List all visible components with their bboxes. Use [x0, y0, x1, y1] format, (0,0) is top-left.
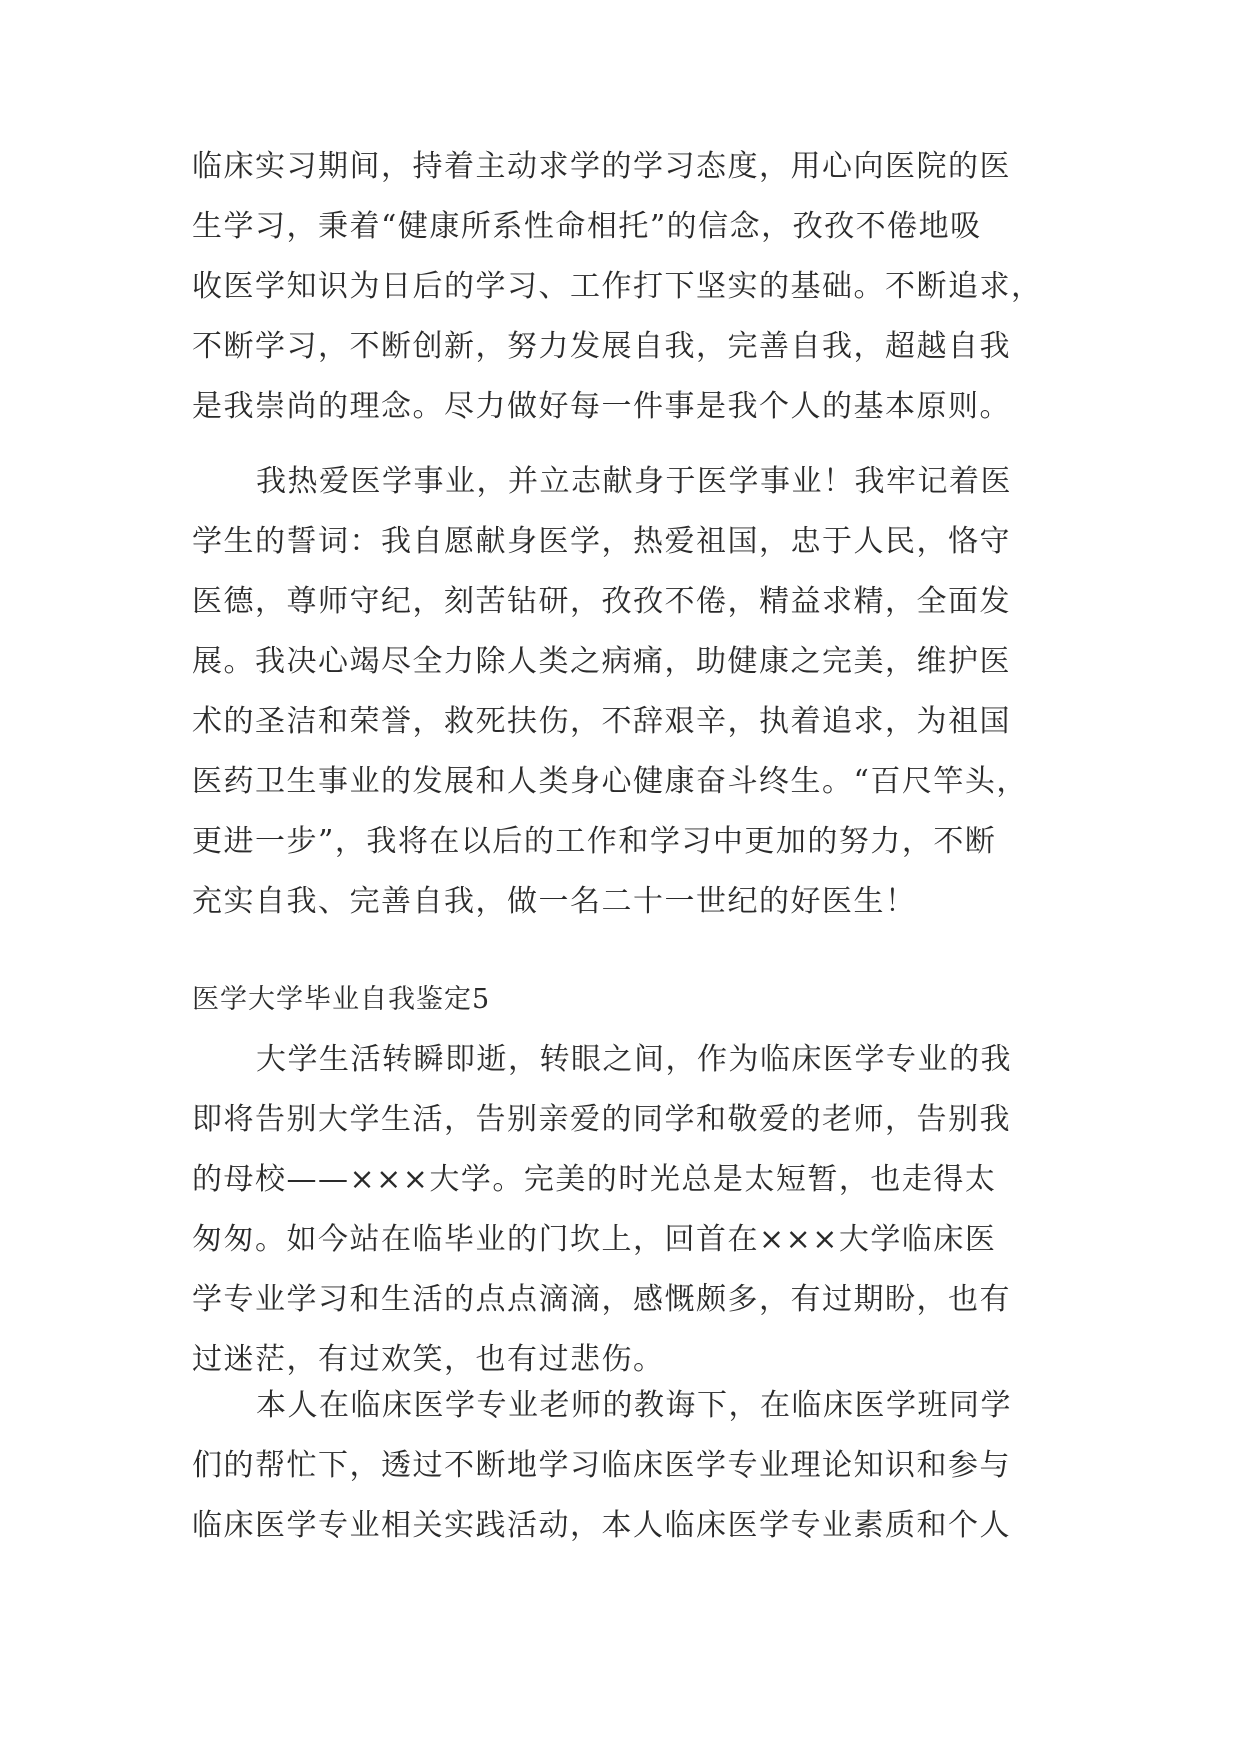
section-title: 医学大学毕业自我鉴定5: [192, 984, 491, 1015]
paragraph-line: 医药卫生事业的发展和人类身心健康奋斗终生。“百尺竿头，: [192, 764, 1028, 799]
paragraph-line: 学专业学习和生活的点点滴滴，感慨颇多，有过期盼，也有: [192, 1282, 1011, 1317]
paragraph-line: 我热爱医学事业，并立志献身于医学事业！我牢记着医: [256, 464, 1012, 499]
paragraph-line: 展。我决心竭尽全力除人类之病痛，助健康之完美，维护医: [192, 644, 1011, 679]
paragraph-line: 收医学知识为日后的学习、工作打下坚实的基础。不断追求，: [192, 269, 1043, 304]
paragraph-4: [192, 1376, 1052, 1556]
paragraph-line: 本人在临床医学专业老师的教诲下，在临床医学班同学: [256, 1388, 1012, 1423]
paragraph-line: 过迷茫，有过欢笑，也有过悲伤。: [192, 1342, 665, 1377]
paragraph-line: 匆匆。如今站在临毕业的门坎上，回首在×××大学临床医: [192, 1222, 997, 1257]
paragraph-line: 生学习，秉着“健康所系性命相托”的信念，孜孜不倦地吸: [192, 209, 982, 244]
paragraph-line: 们的帮忙下，透过不断地学习临床医学专业理论知识和参与: [192, 1448, 1011, 1483]
paragraph-line: 充实自我、完善自我，做一名二十一世纪的好医生！: [192, 884, 917, 919]
section-heading-block: [192, 970, 1052, 1030]
paragraph-line: 即将告别大学生活，告别亲爱的同学和敬爱的老师，告别我: [192, 1102, 1011, 1137]
paragraph-line: 术的圣洁和荣誉，救死扶伤，不辞艰辛，执着追求，为祖国: [192, 704, 1011, 739]
paragraph-line: 大学生活转瞬即逝，转眼之间，作为临床医学专业的我: [256, 1042, 1012, 1077]
paragraph-1: [192, 137, 1052, 437]
paragraph-line: 医德，尊师守纪，刻苦钻研，孜孜不倦，精益求精，全面发: [192, 584, 1011, 619]
paragraph-line: 更进一步”，我将在以后的工作和学习中更加的努力，不断: [192, 824, 997, 859]
paragraph-line: 不断学习，不断创新，努力发展自我，完善自我，超越自我: [192, 329, 1011, 364]
paragraph-line: 是我崇尚的理念。尽力做好每一件事是我个人的基本原则。: [192, 389, 1011, 424]
paragraph-3: [192, 1030, 1052, 1390]
paragraph-2: [192, 452, 1052, 932]
paragraph-line: 临床实习期间，持着主动求学的学习态度，用心向医院的医: [192, 149, 1011, 184]
paragraph-line: 的母校——×××大学。完美的时光总是太短暂，也走得太: [192, 1162, 997, 1197]
paragraph-line: 临床医学专业相关实践活动，本人临床医学专业素质和个人: [192, 1508, 1011, 1543]
paragraph-line: 学生的誓词：我自愿献身医学，热爱祖国，忠于人民，恪守: [192, 524, 1011, 559]
